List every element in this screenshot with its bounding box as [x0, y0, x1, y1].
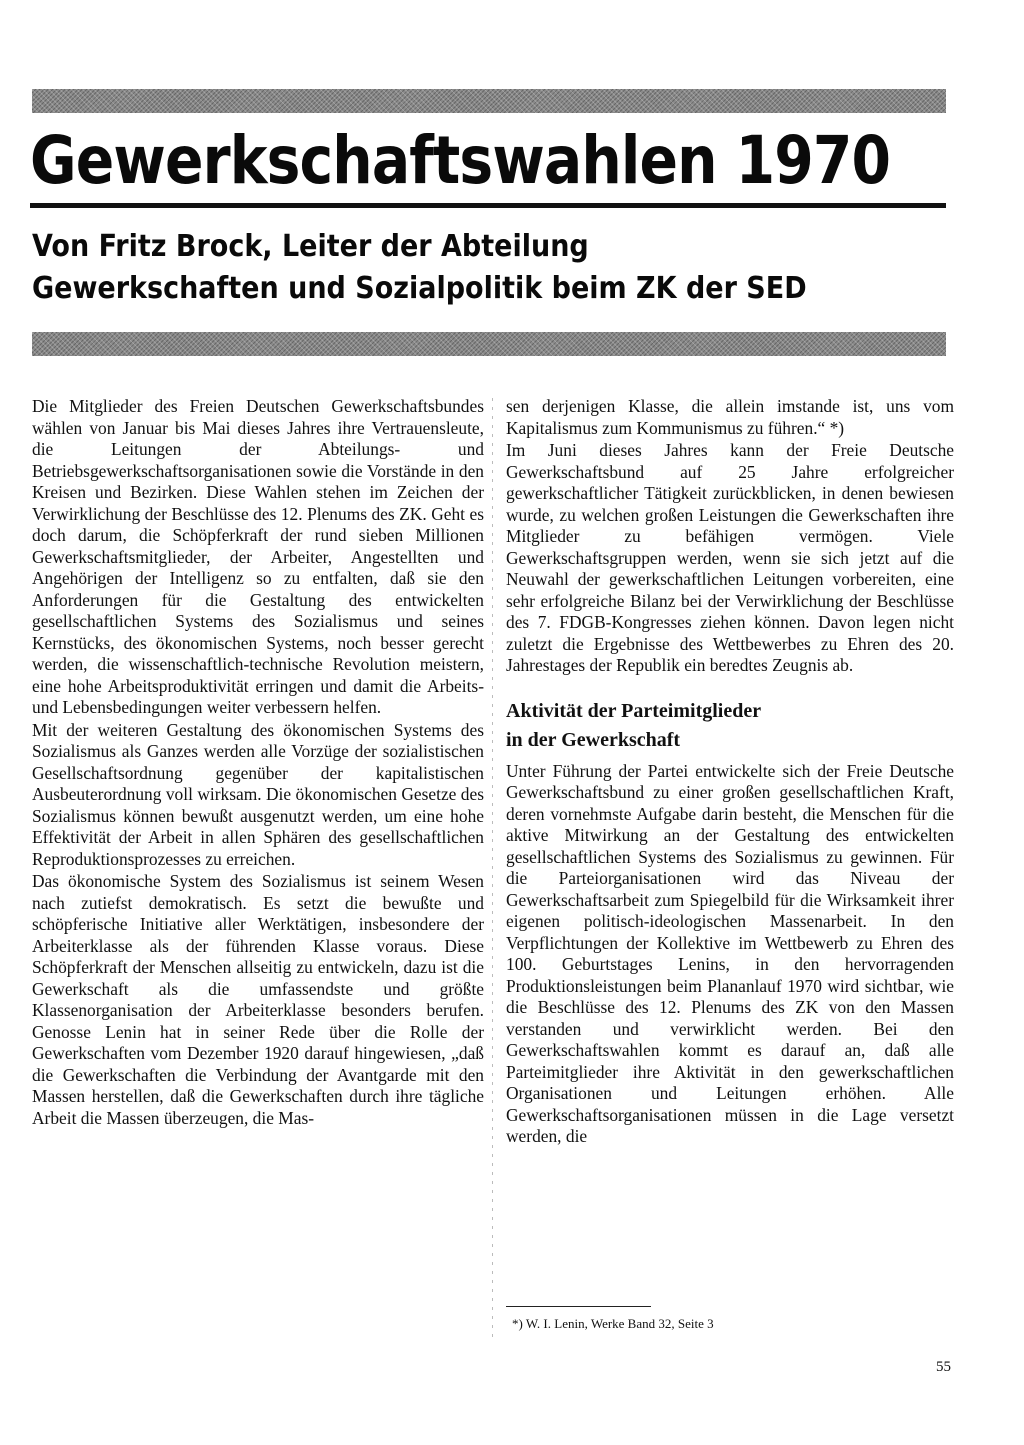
decorative-band-top — [32, 89, 946, 113]
subtitle-line: Von Fritz Brock, Leiter der Abteilung — [32, 229, 589, 264]
left-column — [32, 396, 484, 1129]
paragraph: Unter Führung der Partei entwickelte sich der Freie Deutsche Gewerkschaftsbund zu einer großen gesellschaftlichen Kraft, deren vornehmste Aufgabe darin besteht, die Menschen für die aktive Mitwirkung an der Gestaltung des entwickelten gesellschaftlichen Systems des Sozialismus zu gewinnen. Für die Parteiorganisationen wird das Niveau der Gewerkschaftsarbeit zum Spiegelbild für die Wirksamkeit ihrer eigenen politisch-ideologischen Massenarbeit. In den Verpflichtungen der Kollektive im Wettbewerb zu Ehren des 100. Geburtstages Lenins, in den hervorragenden Produktionsleistungen beim Plananlauf 1970 wird sichtbar, wie die Beschlüsse des 12. Plenums des ZK von den Massen verstanden und verwirklicht werden. Bei den Gewerkschaftswahlen kommt es darauf an, daß alle Parteimitglieder ihre Aktivität in den gewerkschaftlichen Organisationen und Leitungen erhöhen. Alle Gewerkschaftsorganisationen müssen in die Lage versetzt werden, die — [506, 760, 954, 1146]
decorative-band-bottom — [32, 332, 946, 356]
page-number: 55 — [936, 1359, 951, 1375]
column-separator — [492, 398, 493, 1338]
title-rule — [30, 203, 946, 208]
article-subtitle — [32, 226, 932, 310]
paragraph: Mit der weiteren Gestaltung des ökonomischen Systems des Sozialismus als Ganzes werden alle Vorzüge der sozialistischen Gesellschaftsordnung gegenüber der kapitalistischen Ausbeuterordnung voll wirksam. Die ökonomischen Gesetze des Sozialismus können bewußt ausgenutzt werden, um eine hohe Effektivität der Arbeit in allen Sphären des gesellschaftlichen Reproduktionsprozesses zu erreichen. — [32, 719, 484, 869]
section-heading-line: in der Gewerkschaft — [506, 728, 681, 751]
section-heading — [506, 697, 954, 755]
right-column — [506, 396, 954, 1148]
article-title: Gewerkschaftswahlen 1970 — [30, 122, 891, 199]
subtitle-line: Gewerkschaften und Sozialpolitik beim ZK der SED — [32, 271, 807, 306]
paragraph: Im Juni dieses Jahres kann der Freie Deutsche Gewerkschaftsbund auf 25 Jahre erfolgreicher gewerkschaftlicher Tätigkeit zurückblicken, in denen bewiesen wurde, zu welchen großen Leistungen die Gewerkschaften ihre Mitglieder zu befähigen vermögen. Viele Gewerkschaftsgruppen werden, wenn sie sich jetzt auf die Neuwahl der gewerkschaftlichen Leitungen vorbereiten, eine sehr erfolgreiche Bilanz bei der Verwirklichung der Beschlüsse des 7. FDGB-Kongresses ziehen können. Davon legen nicht zuletzt die Ergebnisse des Wettbewerbes zu Ehren des 20. Jahrestages der Republik ein beredtes Zeugnis ab. — [506, 440, 954, 675]
paragraph: Das ökonomische System des Sozialismus ist seinem Wesen nach zutiefst demokratisch. Es setzt die bewußte und schöpferische Initiative aller Werktätigen, insbesondere der Arbeiterklasse als der führenden Klasse voraus. Diese Schöpferkraft der Menschen allseitig zu entwickeln, dazu ist die Gewerkschaft als die umfassendste und größte Klassenorganisation der Arbeiterklasse besonders berufen. Genosse Lenin hat in seiner Rede über die Rolle der Gewerkschaften vom Dezember 1920 darauf hingewiesen, „daß die Gewerkschaften die Verbindung der Avantgarde mit den Massen herstellen, daß die Gewerkschaften durch ihre tägliche Arbeit die Massen überzeugen, die Mas- — [32, 871, 484, 1128]
footnote: *) W. I. Lenin, Werke Band 32, Seite 3 — [512, 1316, 714, 1331]
footnote-rule — [506, 1306, 651, 1307]
paragraph: Die Mitglieder des Freien Deutschen Gewerkschaftsbundes wählen von Januar bis Mai dieses Jahres ihre Vertrauensleute, die Leitungen der Abteilungs- und Betriebsgewerkschaftsorganisationen sowie die Vorstände in den Kreisen und Bezirken. Diese Wahlen stehen im Zeichen der Verwirklichung der Beschlüsse des 12. Plenums des ZK. Geht es doch darum, die Schöpferkraft der rund sieben Millionen Gewerkschaftsmitglieder, der Arbeiter, Angestellten und Angehörigen der Intelligenz so zu entfalten, daß sie den Anforderungen für die Gestaltung des entwickelten gesellschaftlichen Systems des Sozialismus und seines Kernstücks, des ökonomischen Systems, noch besser gerecht werden, die wissenschaftlich-technische Revolution meistern, eine hohe Arbeitsproduktivität erringen und damit die Arbeits- und Lebensbedingungen weiter verbessern helfen. — [32, 396, 484, 717]
section-heading-line: Aktivität der Parteimitglieder — [506, 699, 762, 722]
paragraph: sen derjenigen Klasse, die allein imstande ist, uns vom Kapitalismus zum Kommunismus zu führen.“ *) — [506, 396, 954, 438]
